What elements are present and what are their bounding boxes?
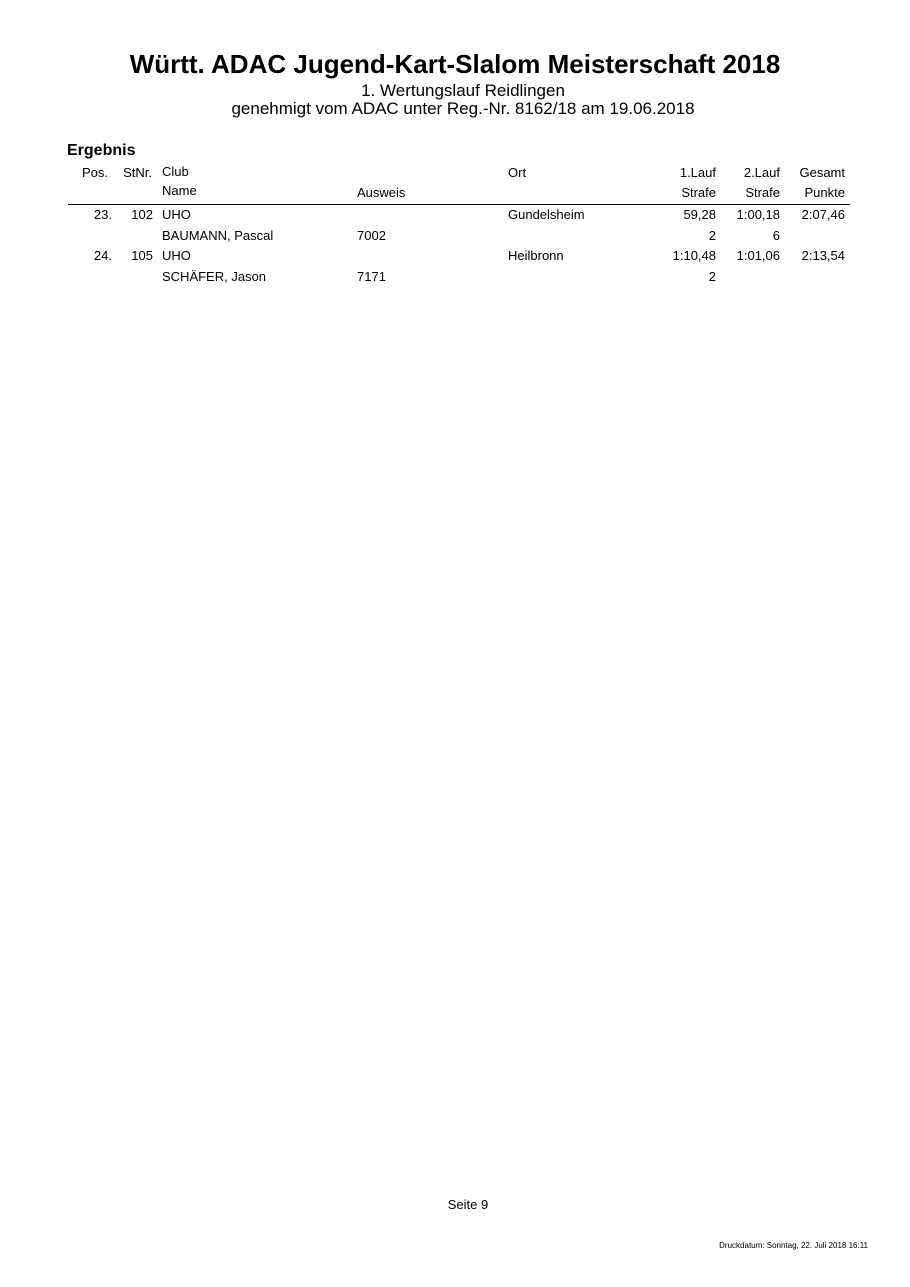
section-title: Ergebnis — [67, 142, 136, 159]
result-strafe1: 2 — [708, 228, 716, 243]
result-pos: 23. — [93, 207, 112, 222]
column-header-name: Name — [162, 183, 197, 198]
column-header-stnr: StNr. — [123, 165, 152, 180]
result-club: UHO — [162, 248, 191, 263]
column-header-gesamt: Gesamt — [799, 165, 845, 180]
page-number: Seite 9 — [447, 1197, 489, 1212]
column-header-ausweis: Ausweis — [357, 185, 406, 200]
column-header-lauf2: 2.Lauf — [743, 165, 780, 180]
column-header-ort: Ort — [508, 165, 527, 180]
result-club: UHO — [162, 207, 191, 222]
column-header-pos: Pos. — [81, 165, 108, 180]
result-name: BAUMANN, Pascal — [162, 228, 274, 243]
result-lauf1: 59,28 — [683, 207, 716, 222]
result-gesamt: 2:07,46 — [801, 207, 845, 222]
column-header-punkte: Punkte — [804, 185, 845, 200]
page-subtitle-event: 1. Wertungslauf Reidlingen — [361, 81, 565, 100]
result-ort: Heilbronn — [508, 248, 564, 263]
result-lauf1: 1:10,48 — [672, 248, 716, 263]
result-strafe2: 6 — [772, 228, 780, 243]
column-header-strafe1: Strafe — [681, 185, 716, 200]
result-name: SCHÄFER, Jason — [162, 269, 267, 284]
result-pos: 24. — [93, 248, 112, 263]
result-lauf2: 1:01,06 — [736, 248, 780, 263]
result-ausweis: 7002 — [357, 228, 386, 243]
result-stnr: 105 — [131, 248, 153, 263]
header-divider — [68, 204, 850, 205]
print-date: Druckdatum: Sonntag, 22. Juli 2018 16:11 — [719, 1241, 868, 1250]
result-gesamt: 2:13,54 — [801, 248, 845, 263]
result-strafe1: 2 — [708, 269, 716, 284]
column-header-club: Club — [162, 164, 189, 179]
result-ort: Gundelsheim — [508, 207, 585, 222]
column-header-lauf1: 1.Lauf — [679, 165, 716, 180]
column-header-strafe2: Strafe — [745, 185, 780, 200]
page-subtitle-approval: genehmigt vom ADAC unter Reg.-Nr. 8162/18 am 19.06.2018 — [231, 99, 695, 118]
result-stnr: 102 — [131, 207, 153, 222]
result-lauf2: 1:00,18 — [736, 207, 780, 222]
result-ausweis: 7171 — [357, 269, 386, 284]
page-title: Württ. ADAC Jugend-Kart-Slalom Meisterschaft 2018 — [129, 49, 781, 79]
